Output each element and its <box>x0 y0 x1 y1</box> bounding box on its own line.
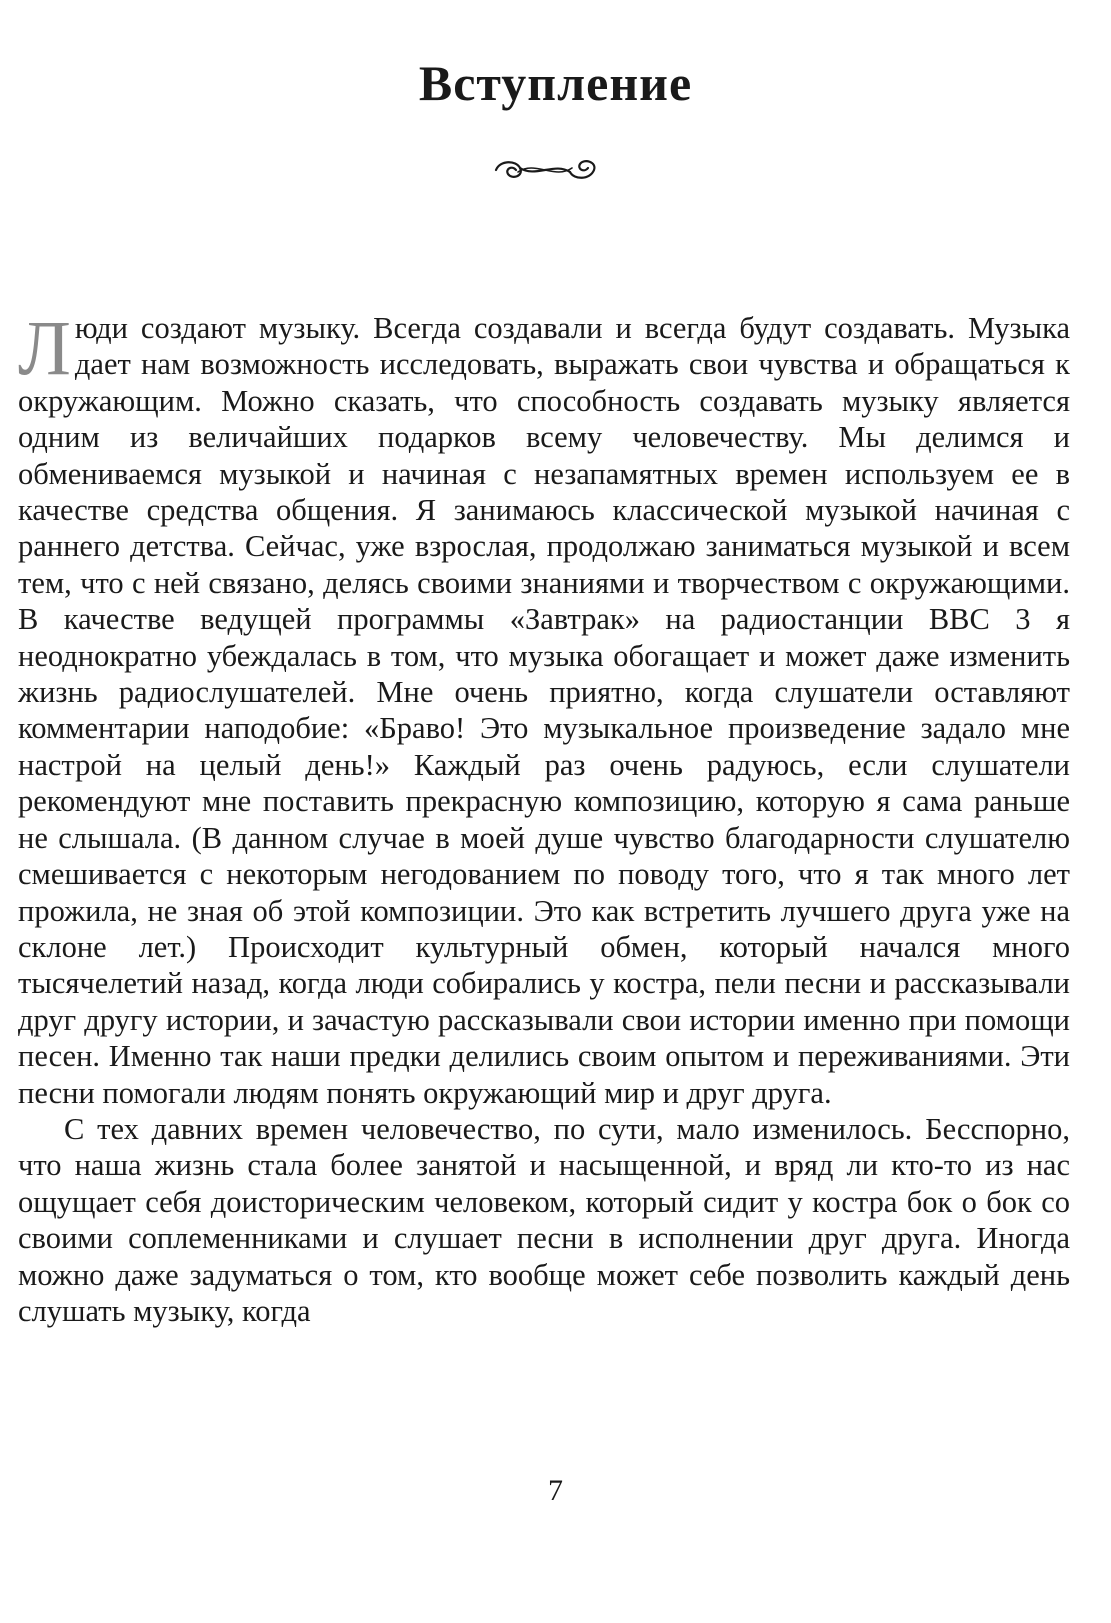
flourish-ornament-icon <box>490 152 600 188</box>
paragraph-1-text: юди создают музыку. Всегда создавали и всегда будут создавать. Музыка дает нам возможность исследовать, выражать свои чувства и обращаться к окружающим. Можно сказать, что способность создавать музыку является одним из величайших подарков всему человечеству. Мы делимся и обмениваемся музыкой и начиная с незапамятных времен используем ее в качестве средства общения. Я занимаюсь классической музыкой начиная с раннего детства. Сейчас, уже взрослая, продолжаю заниматься музыкой и всем тем, что с ней связано, делясь своими знаниями и творчеством с окружающими. В качестве ведущей программы «Завтрак» на радиостанции BBC 3 я неоднократно убеждалась в том, что музыка обогащает и может даже изменить жизнь радиослушателей. Мне очень приятно, когда слушатели оставляют комментарии наподобие: «Браво! Это музыкальное произведение задало мне настрой на целый день!» Каждый раз очень радуюсь, если слушатели рекомендуют мне поставить прекрасную композицию, которую я сама раньше не слышала. (В данном случае в моей душе чувство благодарности слушателю смешивается с некоторым негодованием по поводу того, что я так много лет прожила, не зная об этой композиции. Это как встретить лучшего друга уже на склоне лет.) Происходит культурный обмен, который начался много тысячелетий назад, когда люди собирались у костра, пели песни и рассказывали друг другу истории, и зачастую рассказывали свои истории именно при помощи песен. Именно так наши предки делились своим опытом и переживаниями. Эти песни помогали людям понять окружающий мир и друг друга. <box>18 311 1070 1110</box>
drop-cap: Л <box>18 304 71 391</box>
paragraph-1 <box>18 304 1070 1111</box>
paragraph-2: С тех давних времен человечество, по сути, мало изменилось. Бесспорно, что наша жизнь стала более занятой и насыщенной, и вряд ли кто-то из нас ощущает себя доисторическим человеком, который сидит у костра бок о бок со своими соплеменниками и слушает песни в исполнении друг друга. Иногда можно даже задуматься о том, кто вообще может себе позволить каждый день слушать музыку, когда <box>18 1111 1070 1328</box>
body-text <box>18 304 1070 1329</box>
chapter-title: Вступление <box>418 55 693 111</box>
page-number: 7 <box>548 1474 563 1507</box>
